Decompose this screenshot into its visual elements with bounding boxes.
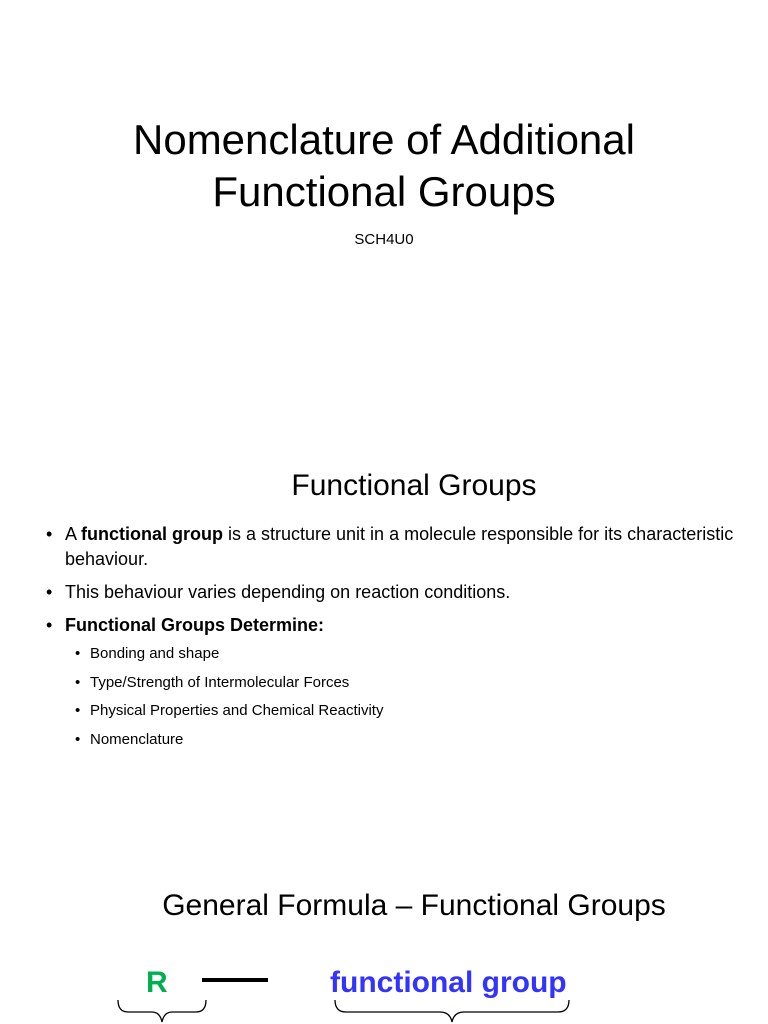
r-group-label: R [146, 966, 168, 999]
sub-bullet-list [75, 644, 736, 750]
sub-bullet-item: • Type/Strength of Intermolecular Forces [75, 673, 736, 693]
sub-bullet-item: • Nomenclature [75, 730, 736, 750]
bond-line [202, 978, 268, 982]
functional-groups-slide [0, 440, 768, 820]
title-line-1: Nomenclature of Additional [133, 116, 635, 163]
slide-title: Functional Groups [291, 469, 537, 502]
sub-bullet-item: • Physical Properties and Chemical Reactivity [75, 701, 736, 721]
slide-title: General Formula – Functional Groups [162, 889, 666, 922]
functional-group-label: functional group [330, 966, 567, 999]
bullet-text-rest: is a structure unit in a molecule responsible for its characteristic behaviour. [65, 524, 734, 569]
bullet-text-bold: functional group [81, 524, 223, 544]
bullet-item [46, 522, 736, 572]
bullet-text: Functional Groups Determine: [65, 615, 325, 635]
left-brace [116, 998, 208, 1024]
title-slide [0, 0, 768, 400]
bullet-item [46, 580, 736, 605]
general-formula-slide [0, 860, 768, 1024]
sub-bullet-item: • Bonding and shape [75, 644, 736, 664]
bullet-list [46, 522, 736, 758]
bullet-text: This behaviour varies depending on reaction conditions. [65, 582, 511, 602]
bullet-text-prefix: A [65, 524, 82, 544]
bullet-item [46, 613, 736, 750]
title-line-2: Functional Groups [212, 168, 556, 215]
slide-subtitle: SCH4U0 [354, 231, 414, 248]
slide-title [0, 114, 768, 218]
right-brace [332, 998, 572, 1024]
